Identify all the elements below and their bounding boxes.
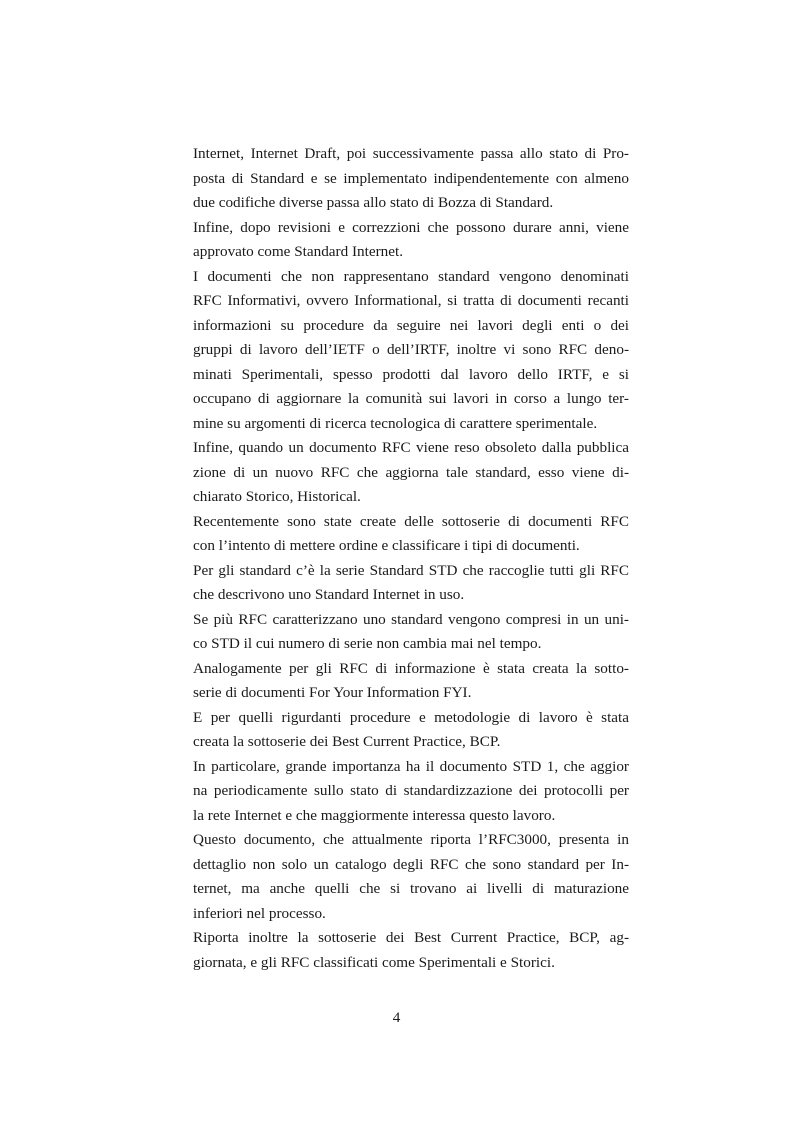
text-line: RFC Informativi, ovvero Informational, si tratta di documenti recanti: [193, 292, 629, 309]
page-number: 4: [392, 1009, 401, 1026]
text-line: approvato come Standard Internet.: [193, 243, 404, 260]
text-line: minati Sperimentali, spesso prodotti dal lavoro dello IRTF, e si: [193, 365, 629, 383]
text-line: zione di un nuovo RFC che aggiorna tale standard, esso viene di-: [193, 463, 629, 481]
text-line: due codifiche diverse passa allo stato di Bozza di Standard.: [193, 194, 554, 211]
text-line: I documenti che non rappresentano standard vengono denominati: [193, 267, 629, 285]
text-line: Infine, dopo revisioni e correzzioni che possono durare anni, viene: [193, 218, 629, 236]
text-line: mine su argomenti di ricerca tecnologica di carattere sperimentale.: [193, 414, 598, 432]
text-line: Per gli standard c’è la serie Standard STD che raccoglie tutti gli RFC: [193, 561, 629, 579]
text-line: Analogamente per gli RFC di informazione è stata creata la sotto-: [193, 659, 629, 677]
text-line: serie di documenti For Your Information FYI.: [193, 684, 472, 701]
body-text: [193, 142, 629, 975]
text-line: Se più RFC caratterizzano uno standard vengono compresi in un uni-: [193, 610, 629, 628]
text-line: inferiori nel processo.: [193, 904, 326, 922]
text-line: co STD il cui numero di serie non cambia mai nel tempo.: [193, 635, 542, 652]
text-line: occupano di aggiornare la comunità sui lavori in corso a lungo ter-: [193, 390, 629, 407]
text-line: con l’intento di mettere ordine e classificare i tipi di documenti.: [193, 537, 580, 554]
text-line: Recentemente sono state create delle sottoserie di documenti RFC: [193, 512, 629, 530]
text-line: ternet, ma anche quelli che si trovano ai livelli di maturazione: [193, 880, 629, 897]
text-line: chiarato Storico, Historical.: [193, 488, 361, 505]
text-line: gruppi di lavoro dell’IETF o dell’IRTF, inoltre vi sono RFC deno-: [193, 341, 629, 358]
text-line: informazioni su procedure da seguire nei lavori degli enti o dei: [193, 316, 629, 334]
text-line: In particolare, grande importanza ha il documento STD 1, che aggior: [193, 757, 629, 775]
text-line: Internet, Internet Draft, poi successivamente passa allo stato di Pro-: [193, 145, 629, 162]
text-line: dettaglio non solo un catalogo degli RFC che sono standard per In-: [193, 855, 629, 873]
text-line: creata la sottoserie dei Best Current Practice, BCP.: [193, 733, 501, 750]
text-line: la rete Internet e che maggiormente interessa questo lavoro.: [193, 806, 556, 824]
text-line: Riporta inoltre la sottoserie dei Best Current Practice, BCP, ag-: [193, 929, 629, 946]
text-line: posta di Standard e se implementato indipendentemente con almeno: [193, 169, 629, 187]
text-line: na periodicamente sullo stato di standardizzazione dei protocolli per: [193, 782, 629, 799]
text-line: che descrivono uno Standard Internet in uso.: [193, 586, 465, 603]
text-line: Questo documento, che attualmente riporta l’RFC3000, presenta in: [193, 831, 629, 848]
text-line: giornata, e gli RFC classificati come Sperimentali e Storici.: [193, 953, 555, 971]
text-line: E per quelli rigurdanti procedure e metodologie di lavoro è stata: [193, 708, 629, 726]
text-line: Infine, quando un documento RFC viene reso obsoleto dalla pubblica: [193, 439, 629, 456]
